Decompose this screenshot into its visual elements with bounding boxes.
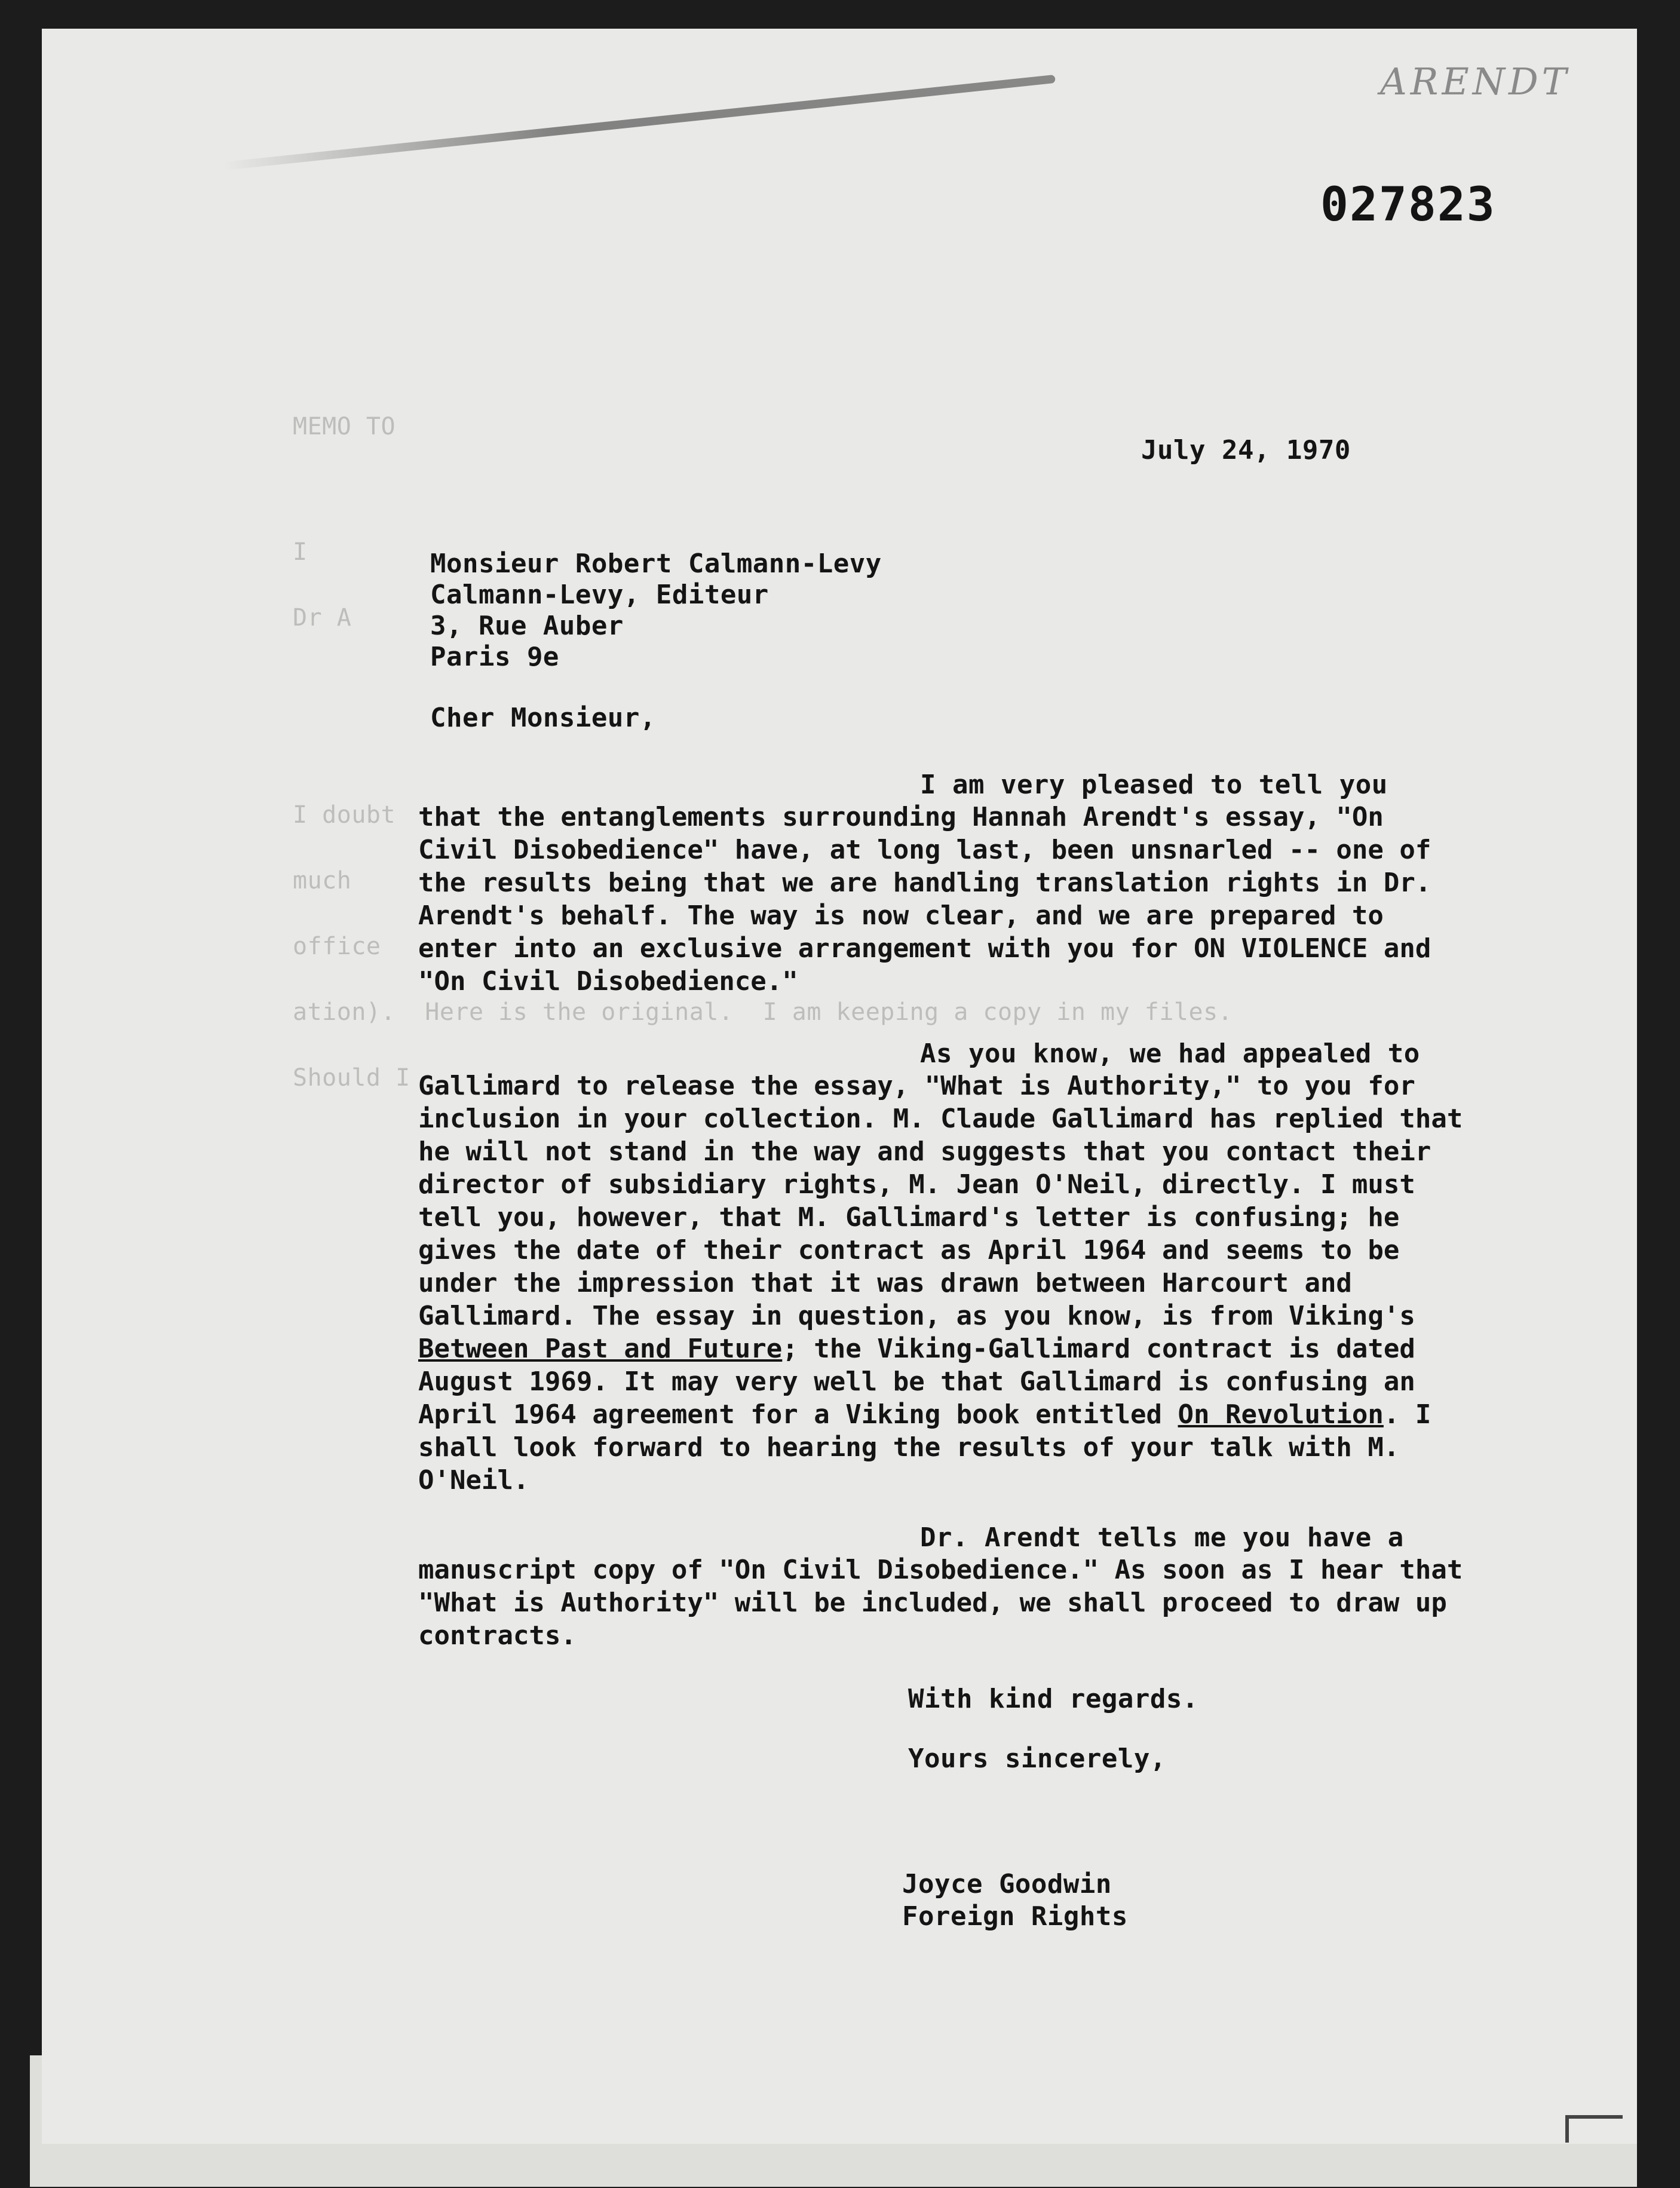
paragraph-3: manuscript copy of "On Civil Disobedience." As soon as I hear that "What is Authority" will be included, we shall proceed to draw up contracts. — [418, 1555, 1463, 1651]
handwritten-annotation: ARENDT — [1380, 60, 1571, 103]
closing-regards: With kind regards. — [908, 1684, 1198, 1714]
book-title-on-revolution: On Revolution — [1178, 1399, 1384, 1430]
letter-sheet — [42, 29, 1637, 2144]
bleed-line: ation). Here is the original. I am keeping a copy in my files. — [293, 998, 1233, 1026]
salutation: Cher Monsieur, — [430, 703, 656, 733]
bleed-line: I doubt — [293, 801, 396, 829]
book-title-between-past-and-future: Between Past and Future — [418, 1334, 783, 1364]
paragraph-3-lead: Dr. Arendt tells me you have a — [920, 1522, 1404, 1553]
bleed-line: much — [293, 867, 366, 894]
paragraph-2 — [418, 1070, 1470, 1497]
corner-mark — [1565, 2115, 1623, 2143]
closing-sincerely: Yours sincerely, — [908, 1743, 1166, 1774]
bleed-line: MEMO TO — [293, 413, 410, 440]
paragraph-2-lead: As you know, we had appealed to — [920, 1038, 1420, 1069]
letter-date: July 24, 1970 — [1141, 435, 1351, 465]
recipient-street: 3, Rue Auber — [430, 611, 624, 641]
paragraph-2-text-3: . I shall look forward to hearing the results of your talk with M. O'Neil. — [418, 1399, 1431, 1496]
ink-smear — [223, 75, 1056, 170]
bleed-line: I — [293, 538, 323, 566]
paragraph-2-text-1: Gallimard to release the essay, "What is Authority," to you for inclusion in your collection. M. Claude Gallimard has replied that he will not stand in the way and suggests that you contact their director of subsidiary rights, M. Jean O'Neil, directly. I must tell you, however, that M. Gallimard's letter is confusing; he gives the date of their contract as April 1964 and seems to be under the impression that it was drawn between Harcourt and Gallimard. The essay in question, as you know, is from Viking's — [418, 1071, 1463, 1331]
paragraph-2-text-2: ; the Viking-Gallimard contract is dated August 1969. It may very well be that Gallimard is confusing an April 1964 agreement for a Viking book entitled — [418, 1334, 1415, 1430]
bleed-line: Dr A — [293, 604, 352, 632]
signature-name: Joyce Goodwin — [902, 1869, 1112, 1899]
bleed-line: office — [293, 933, 396, 960]
document-number: 027823 — [1320, 178, 1496, 232]
paragraph-1: that the entanglements surrounding Hannah Arendt's essay, "On Civil Disobedience" have, at long last, been unsnarled -- one of the results being that we are handling translation rights in Dr. Arendt's behalf. The way is now clear, and we are prepared to enter into an exclusive arrangement with you for ON VIOLENCE and "On Civil Disobedience." — [418, 802, 1431, 997]
recipient-company: Calmann-Levy, Editeur — [430, 580, 769, 610]
signature-title: Foreign Rights — [902, 1901, 1128, 1932]
recipient-city: Paris 9e — [430, 642, 559, 672]
paragraph-1-lead: I am very pleased to tell you — [920, 770, 1388, 800]
bleed-line: Should I — [293, 1064, 410, 1092]
recipient-name: Monsieur Robert Calmann-Levy — [430, 548, 882, 579]
